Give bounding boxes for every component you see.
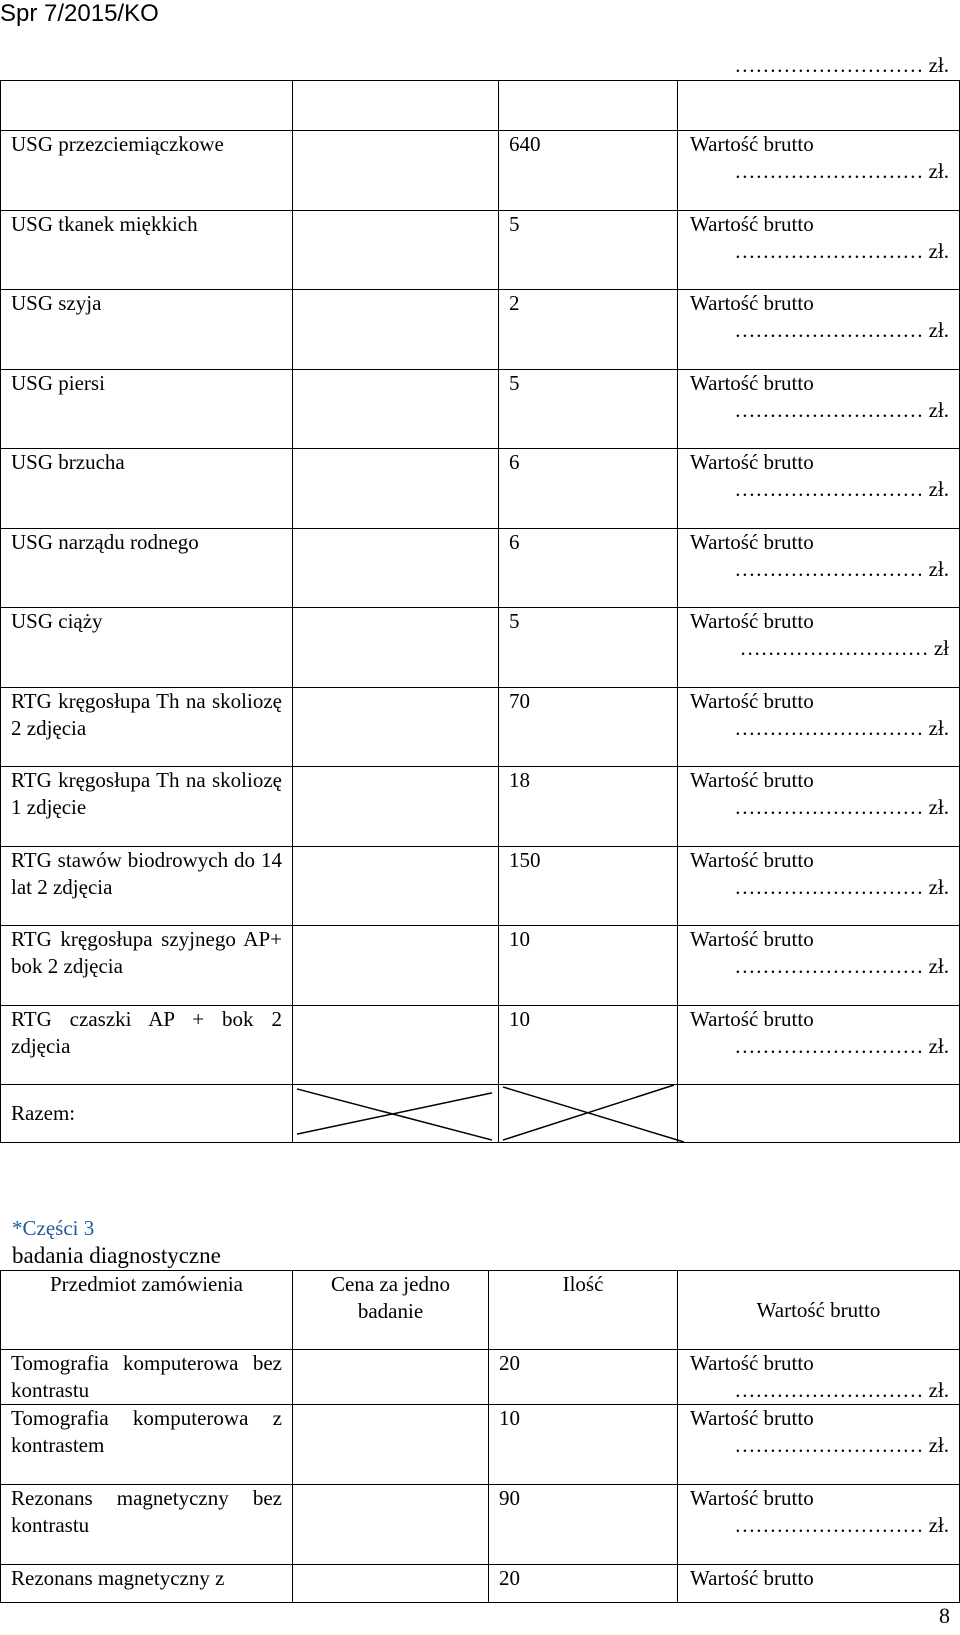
value-label: Wartość brutto <box>690 768 814 792</box>
price-cell <box>293 926 499 1006</box>
table-row <box>1 1405 960 1485</box>
value-placeholder: ……………………… zł. <box>734 874 949 899</box>
pricing-table-part3 <box>0 1270 960 1603</box>
value-placeholder: ……………………… zł. <box>734 1378 949 1402</box>
table-row <box>1 1565 960 1603</box>
document-reference: Spr 7/2015/KO <box>0 0 159 27</box>
value-cell <box>678 369 960 449</box>
table-row <box>1 608 960 688</box>
price-cell <box>293 449 499 529</box>
item-quantity: 5 <box>499 608 678 688</box>
value-placeholder: ……………………… zł. <box>734 238 949 263</box>
item-quantity: 20 <box>489 1350 678 1405</box>
value-cell <box>678 767 960 847</box>
item-description: USG narządu rodnego <box>1 528 293 608</box>
value-label: Wartość brutto <box>690 1351 814 1375</box>
value-label: Wartość brutto <box>690 132 814 156</box>
table-row <box>1 131 960 211</box>
value-label: Wartość brutto <box>690 927 814 951</box>
value-label: Wartość brutto <box>690 529 814 554</box>
item-description: USG ciąży <box>1 608 293 688</box>
price-cell <box>293 608 499 688</box>
item-description: RTG kręgosłupa Th na skoliozę 1 zdjęcie <box>1 767 293 847</box>
header-price: Cena za jedno <box>331 1272 450 1296</box>
value-cell <box>678 290 960 370</box>
price-cell <box>293 131 499 211</box>
value-placeholder: ……………………… zł. <box>734 477 949 501</box>
item-quantity: 18 <box>499 767 678 847</box>
header-value: Wartość brutto <box>756 1297 881 1322</box>
value-placeholder: ……………………… zł. <box>734 795 949 819</box>
item-quantity: 5 <box>499 210 678 290</box>
total-row <box>1 1085 960 1143</box>
item-quantity: 10 <box>489 1405 678 1485</box>
item-quantity: 90 <box>489 1485 678 1565</box>
price-cell <box>293 210 499 290</box>
price-cell <box>293 290 499 370</box>
table-row <box>1 1005 960 1085</box>
value-label: Wartość brutto <box>690 450 814 474</box>
value-label: Wartość brutto <box>690 1486 814 1510</box>
table-row <box>1 81 960 131</box>
table-row <box>1 210 960 290</box>
value-placeholder: ……………………… zł. <box>734 318 949 342</box>
price-cell <box>293 846 499 926</box>
value-cell <box>678 449 960 529</box>
price-cell <box>293 528 499 608</box>
item-quantity: 5 <box>499 369 678 449</box>
table-header-row <box>1 1271 960 1350</box>
value-label: Wartość brutto <box>690 1566 814 1590</box>
total-value-cell <box>678 1085 960 1143</box>
section-subtitle: badania diagnostyczne <box>12 1243 221 1268</box>
pricing-table-part2 <box>0 53 960 1143</box>
item-quantity: 10 <box>499 926 678 1006</box>
item-quantity: 6 <box>499 449 678 529</box>
value-label: Wartość brutto <box>690 1006 814 1031</box>
item-quantity: 10 <box>499 1005 678 1085</box>
item-description: RTG kręgosłupa Th na skoliozę 2 zdjęcia <box>1 687 293 767</box>
value-placeholder: ……………………… zł. <box>734 715 949 740</box>
item-quantity: 150 <box>499 846 678 926</box>
item-description: USG piersi <box>1 369 293 449</box>
header-qty: Ilość <box>562 1272 604 1296</box>
table-row <box>1 687 960 767</box>
table-row <box>1 1485 960 1565</box>
value-placeholder: ……………………… zł. <box>734 397 949 422</box>
item-description: Tomografia komputerowa z kontrastem <box>1 1405 293 1485</box>
item-description: Tomografia komputerowa bez kontrastu <box>1 1350 293 1405</box>
item-description: RTG czaszki AP + bok 2 zdjęcia <box>1 1005 293 1085</box>
value-cell <box>678 210 960 290</box>
item-quantity: 70 <box>499 687 678 767</box>
price-cell <box>293 1485 489 1565</box>
price-cell <box>293 1350 489 1405</box>
value-placeholder: ……………………… zł. <box>734 954 949 978</box>
value-placeholder: ……………………… zł. <box>734 159 949 183</box>
price-cell <box>293 687 499 767</box>
table-row <box>1 1350 960 1405</box>
item-quantity: 640 <box>499 131 678 211</box>
value-cell <box>678 1350 960 1405</box>
value-label: Wartość brutto <box>690 847 814 872</box>
total-label: Razem: <box>1 1085 293 1143</box>
value-placeholder: ……………………… zł. <box>734 1513 949 1537</box>
table-row <box>1 846 960 926</box>
header-price-line2: badanie <box>357 1299 424 1323</box>
table-row <box>1 528 960 608</box>
table-row <box>1 926 960 1006</box>
value-placeholder: ……………………… zł. <box>734 1433 949 1457</box>
table-row <box>1 290 960 370</box>
price-cell <box>293 1005 499 1085</box>
item-description: USG przezciemiączkowe <box>1 131 293 211</box>
value-cell <box>678 1005 960 1085</box>
value-label: Wartość brutto <box>690 211 814 236</box>
table-row <box>1 449 960 529</box>
value-label: Wartość brutto <box>690 291 814 315</box>
item-description: USG tkanek miękkich <box>1 210 293 290</box>
value-placeholder: ……………………… zł. <box>734 53 949 77</box>
value-cell <box>678 1565 960 1603</box>
item-description: USG brzucha <box>1 449 293 529</box>
value-placeholder: ……………………… zł. <box>734 1033 949 1058</box>
price-cell <box>293 767 499 847</box>
item-description: Rezonans magnetyczny bez kontrastu <box>1 1485 293 1565</box>
table-row <box>1 369 960 449</box>
item-description: RTG stawów biodrowych do 14 lat 2 zdjęcia <box>1 846 293 926</box>
value-cell <box>678 1405 960 1485</box>
table-row <box>1 767 960 847</box>
value-cell <box>678 926 960 1006</box>
price-cell <box>293 1405 489 1485</box>
price-cell <box>293 1565 489 1603</box>
crossed-cell <box>499 1085 678 1143</box>
value-placeholder: ……………………… zł <box>739 636 949 660</box>
crossed-cell <box>293 1085 499 1143</box>
item-description: Rezonans magnetyczny z <box>1 1565 293 1603</box>
value-placeholder: ……………………… zł. <box>734 556 949 581</box>
value-cell <box>678 131 960 211</box>
value-cell <box>678 687 960 767</box>
value-cell <box>678 846 960 926</box>
value-label: Wartość brutto <box>690 688 814 713</box>
item-quantity: 2 <box>499 290 678 370</box>
page-number: 8 <box>939 1603 950 1628</box>
value-cell <box>678 528 960 608</box>
header-item: Przedmiot zamówienia <box>49 1272 244 1296</box>
value-label: Wartość brutto <box>690 1406 814 1430</box>
value-label: Wartość brutto <box>690 370 814 395</box>
value-cell <box>678 608 960 688</box>
value-label: Wartość brutto <box>690 609 814 633</box>
price-cell <box>293 369 499 449</box>
value-cell <box>678 1485 960 1565</box>
item-description: RTG kręgosłupa szyjnego AP+ bok 2 zdjęcia <box>1 926 293 1006</box>
item-quantity: 6 <box>499 528 678 608</box>
item-quantity: 20 <box>489 1565 678 1603</box>
item-description: USG szyja <box>1 290 293 370</box>
section-title: *Części 3 <box>12 1216 95 1240</box>
